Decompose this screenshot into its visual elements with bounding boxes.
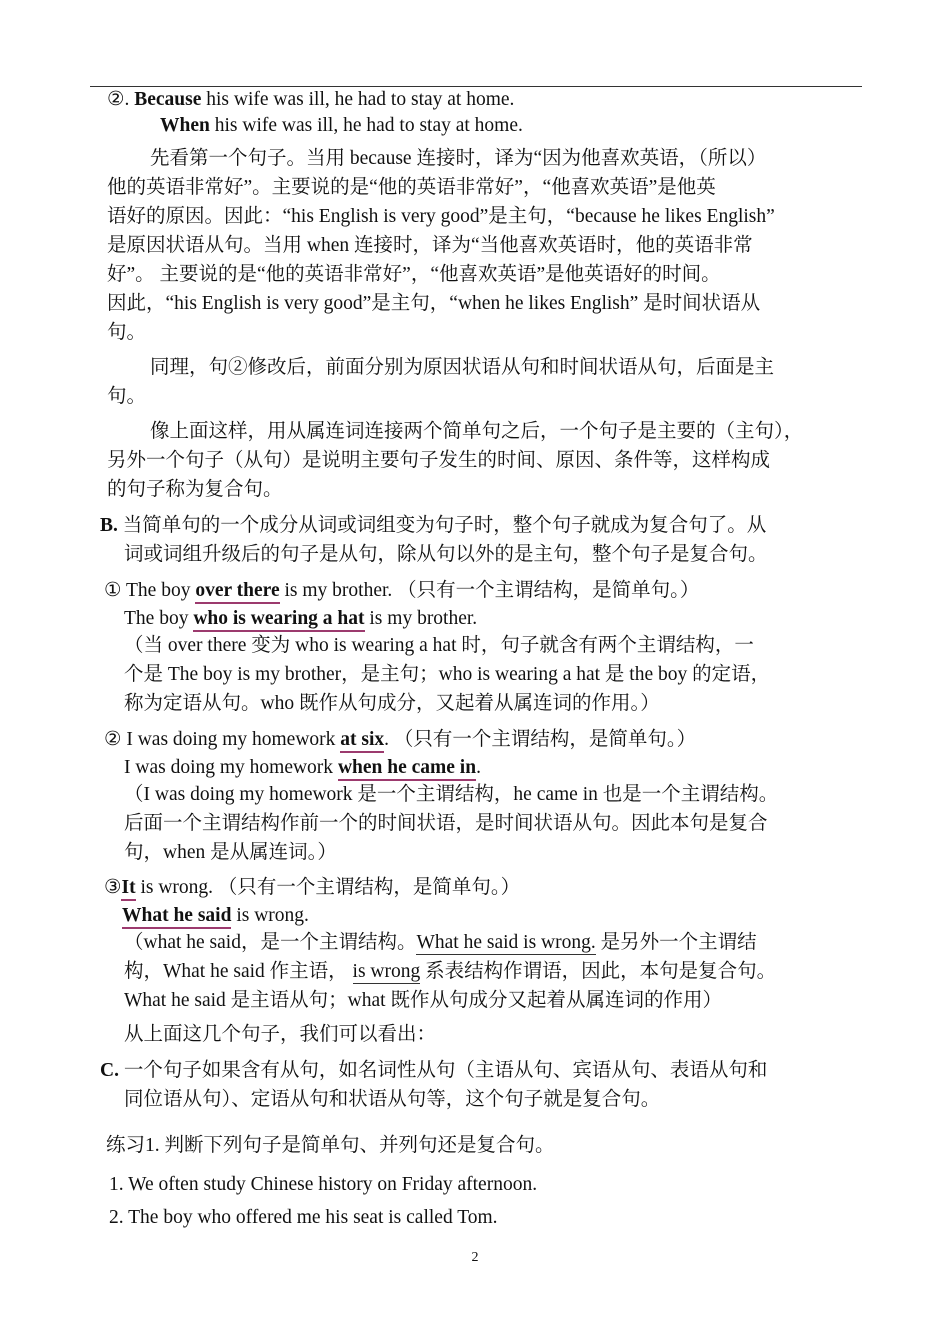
text-line bbox=[106, 1133, 555, 1159]
text-run: （I was doing my homework 是一个主谓结构，he came in 也是一个主谓结构。 bbox=[124, 784, 779, 805]
text-run: over there bbox=[195, 580, 279, 604]
text-line bbox=[109, 1172, 537, 1198]
text-run: 句，when 是从属连词。） bbox=[124, 842, 337, 863]
text-line bbox=[160, 113, 523, 139]
text-run: who is wearing a hat bbox=[193, 608, 364, 632]
text-run: 句。 bbox=[107, 386, 147, 407]
text-run: 构，What he said 作主语， bbox=[124, 961, 353, 982]
text-run: ③ bbox=[104, 877, 122, 898]
text-run: his wife was ill, he had to stay at home. bbox=[201, 89, 515, 110]
text-run: when he came in bbox=[338, 757, 476, 781]
text-line bbox=[104, 727, 696, 753]
text-line bbox=[124, 840, 337, 866]
text-run: 是原因状语从句。当用 when 连接时，译为“当他喜欢英语时，他的英语非常 bbox=[107, 235, 753, 256]
text-line bbox=[109, 1205, 498, 1231]
text-run: I was doing my homework bbox=[124, 757, 338, 778]
text-run: 先看第一个句子。当用 because 连接时，译为“因为他喜欢英语，（所以） bbox=[150, 148, 767, 169]
text-run: is wrong. bbox=[231, 905, 309, 926]
text-line bbox=[124, 691, 660, 717]
text-line bbox=[100, 1058, 767, 1084]
text-line bbox=[107, 448, 770, 474]
text-line bbox=[124, 782, 778, 808]
text-run: 个是 The boy is my brother，是主句；who is wearing a hat 是 the boy 的定语， bbox=[124, 664, 771, 685]
text-line bbox=[124, 959, 776, 985]
text-line bbox=[124, 1022, 436, 1048]
text-run: 像上面这样，用从属连词连接两个简单句之后，一个句子是主要的（主句）， bbox=[150, 421, 804, 442]
text-run: 1. We often study Chinese history on Friday afternoon. bbox=[109, 1174, 538, 1195]
text-line bbox=[124, 662, 770, 688]
text-run: his wife was ill, he had to stay at home. bbox=[209, 115, 523, 136]
text-line bbox=[124, 988, 722, 1014]
text-line bbox=[107, 233, 753, 259]
text-run: B. bbox=[100, 515, 118, 536]
text-line bbox=[107, 262, 721, 288]
text-run: 同位语从句）、定语从句和状语从句等，这个句子就是复合句。 bbox=[124, 1089, 661, 1110]
text-line bbox=[124, 633, 754, 659]
text-run: C. bbox=[100, 1060, 119, 1081]
text-run: （what he said，是一个主谓结构。 bbox=[124, 932, 417, 953]
text-run: What he said is wrong. bbox=[416, 932, 596, 953]
text-run: 称为定语从句。who 既作从句成分，又起着从属连词的作用。） bbox=[124, 693, 660, 714]
text-line bbox=[107, 384, 146, 410]
text-run: 词或词组升级后的句子是从句，除从句以外的是主句，整个句子是复合句。 bbox=[124, 544, 768, 565]
text-line bbox=[100, 513, 766, 539]
text-run: 同理，句②修改后，前面分别为原因状语从句和时间状语从句，后面是主 bbox=[150, 357, 775, 378]
page-number: 2 bbox=[471, 1250, 479, 1265]
text-run: What he said 是主语从句；what 既作从句成分又起着从属连词的作用） bbox=[124, 990, 722, 1011]
text-line bbox=[150, 355, 774, 381]
text-line bbox=[107, 175, 716, 201]
text-run: 句。 bbox=[107, 322, 147, 343]
text-line bbox=[124, 1087, 660, 1113]
text-line bbox=[150, 419, 803, 445]
text-run: 语好的原因。因此：“his English is very good”是主句，“because he likes English” bbox=[107, 206, 775, 227]
text-run: . （只有一个主谓结构，是简单句。） bbox=[384, 729, 697, 750]
text-run: 一个句子如果含有从句，如名词性从句（主语从句、宾语从句、表语从句和 bbox=[118, 1060, 768, 1081]
text-run: is my brother. （只有一个主谓结构，是简单句。） bbox=[279, 580, 700, 601]
text-run: When bbox=[160, 115, 210, 136]
text-run: ① The boy bbox=[104, 580, 196, 601]
text-line bbox=[150, 146, 766, 172]
text-run: ② I was doing my homework bbox=[104, 729, 341, 750]
text-run: 是另外一个主谓结 bbox=[595, 932, 757, 953]
text-run: 另外一个句子（从句）是说明主要句子发生的时间、原因、条件等，这样构成 bbox=[107, 450, 771, 471]
text-line bbox=[104, 578, 699, 604]
text-run: The boy bbox=[124, 608, 194, 629]
text-line bbox=[122, 903, 309, 929]
text-run: 2. The boy who offered me his seat is called Tom. bbox=[109, 1207, 498, 1228]
text-line bbox=[104, 875, 520, 901]
text-line bbox=[107, 320, 146, 346]
text-line bbox=[107, 291, 760, 317]
text-line bbox=[124, 811, 768, 837]
text-run: It bbox=[121, 877, 135, 901]
text-run: 因此，“his English is very good”是主句，“when he likes English” 是时间状语从 bbox=[107, 293, 761, 314]
text-run: is wrong bbox=[352, 961, 421, 982]
text-line bbox=[107, 477, 283, 503]
text-run: 的句子称为复合句。 bbox=[107, 479, 283, 500]
text-run: 系表结构作谓语，因此，本句是复合句。 bbox=[420, 961, 777, 982]
text-run: 好”。 主要说的是“他的英语非常好”，“他喜欢英语”是他英语好的时间。 bbox=[107, 264, 721, 285]
text-run: 后面一个主谓结构作前一个的时间状语，是时间状语从句。因此本句是复合 bbox=[124, 813, 768, 834]
text-line bbox=[124, 930, 757, 956]
text-line bbox=[124, 542, 768, 568]
text-line bbox=[124, 755, 481, 781]
text-run: 练习1. 判断下列句子是简单句、并列句还是复合句。 bbox=[106, 1135, 555, 1156]
text-line bbox=[107, 204, 775, 230]
text-run: What he said bbox=[122, 905, 231, 929]
text-run: Because bbox=[134, 89, 202, 110]
text-run: 他的英语非常好”。主要说的是“他的英语非常好”，“他喜欢英语”是他英 bbox=[107, 177, 716, 198]
text-run: 当简单句的一个成分从词或词组变为句子时，整个句子就成为复合句了。从 bbox=[117, 515, 767, 536]
text-run: ②. bbox=[107, 89, 135, 110]
text-run: is wrong. （只有一个主谓结构，是简单句。） bbox=[135, 877, 521, 898]
text-run: at six bbox=[340, 729, 384, 753]
text-run: is my brother. bbox=[364, 608, 478, 629]
text-line bbox=[107, 87, 514, 113]
text-run: . bbox=[476, 757, 481, 778]
text-run: 从上面这几个句子，我们可以看出： bbox=[124, 1024, 437, 1045]
text-line bbox=[124, 606, 477, 632]
text-run: （当 over there 变为 who is wearing a hat 时，句子就含有两个主谓结构，一 bbox=[124, 635, 754, 656]
